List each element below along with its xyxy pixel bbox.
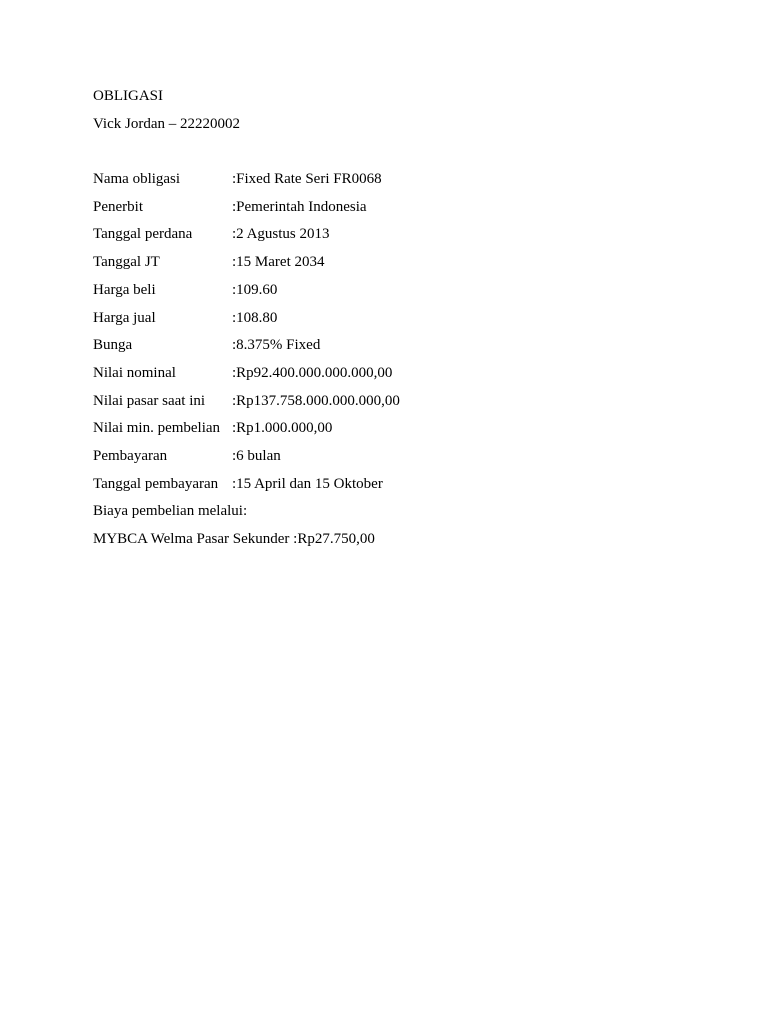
field-value: :6 bulan [232, 447, 281, 464]
field-value: :Rp92.400.000.000.000,00 [232, 364, 393, 381]
field-label: Nilai nominal [93, 364, 176, 381]
field-row-tanggal-pembayaran [93, 474, 693, 502]
author-line: Vick Jordan – 22220002 [93, 115, 240, 132]
field-value: :2 Agustus 2013 [232, 226, 330, 243]
field-value: :109.60 [232, 281, 278, 298]
field-label: Nama obligasi [93, 171, 181, 188]
document-title: OBLIGASI [93, 88, 163, 104]
field-label: Pembayaran [93, 447, 168, 464]
field-value: :Rp137.758.000.000.000,00 [232, 392, 400, 409]
field-value: :Pemerintah Indonesia [232, 198, 367, 215]
document-body [93, 86, 693, 557]
field-label: Tanggal perdana [93, 226, 193, 243]
field-label: Harga jual [93, 309, 156, 326]
field-row-nilai-pasar [93, 391, 693, 419]
purchase-line: MYBCA Welma Pasar Sekunder :Rp27.750,00 [93, 531, 375, 547]
blank-line [93, 141, 693, 169]
field-label: Bunga [93, 337, 133, 354]
field-row-tanggal-jt [93, 252, 693, 280]
field-row-nilai-nominal [93, 363, 693, 391]
field-label: Tanggal pembayaran [93, 475, 219, 492]
field-row-nama-obligasi [93, 169, 693, 197]
field-value: :15 Maret 2034 [232, 254, 325, 271]
field-value: :15 April dan 15 Oktober [232, 475, 383, 492]
field-row-tanggal-perdana [93, 224, 693, 252]
field-row-nilai-min-pembelian [93, 418, 693, 446]
field-label: Nilai pasar saat ini [93, 392, 206, 409]
field-value: :108.80 [232, 309, 278, 326]
field-value: :8.375% Fixed [232, 337, 321, 354]
field-row-pembayaran [93, 446, 693, 474]
field-row-penerbit [93, 197, 693, 225]
field-label: Tanggal JT [93, 254, 160, 271]
field-label: Nilai min. pembelian [93, 420, 221, 437]
field-row-bunga [93, 335, 693, 363]
field-row-harga-jual [93, 308, 693, 336]
field-value: :Fixed Rate Seri FR0068 [232, 171, 382, 188]
purchase-heading: Biaya pembelian melalui: [93, 503, 248, 520]
field-label: Penerbit [93, 198, 143, 215]
field-row-harga-beli [93, 280, 693, 308]
field-value: :Rp1.000.000,00 [232, 420, 333, 437]
field-label: Harga beli [93, 281, 156, 298]
